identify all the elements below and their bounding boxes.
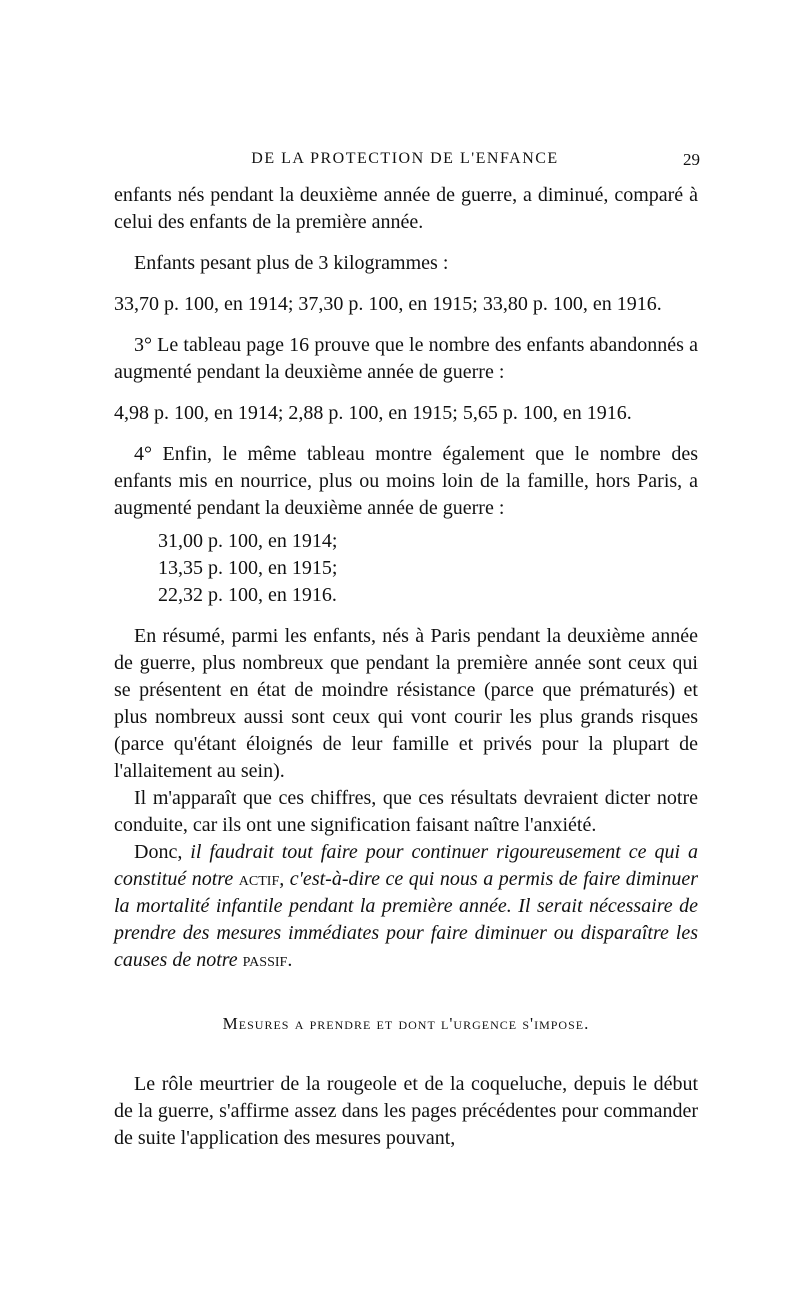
paragraph-nurse: 4° Enfin, le même tableau montre également que le nombre des enfants mis en nourrice, plus ou moins loin de la famille, hors Paris, a augmenté pendant la deuxième année de guerre : bbox=[114, 443, 698, 519]
paragraph-conclusion bbox=[114, 839, 698, 974]
conclusion-end: . bbox=[287, 949, 293, 971]
page-number: 29 bbox=[683, 150, 700, 169]
list-item: 22,32 p. 100, en 1916. bbox=[158, 584, 337, 606]
conclusion-passif: passif bbox=[242, 949, 288, 971]
paragraph-summary: En résumé, parmi les enfants, nés à Paris pendant la deuxième année de guerre, plus nombreux que pendant la première année sont ceux qui se présentent en état de moindre résistance (parce que prématurés) et plus nombreux aussi sont ceux qui vont courir les plus grands risques (parce qu'étant éloignés de leur famille et privés pour la plupart de l'allaitement au sein). bbox=[114, 625, 698, 782]
paragraph-continued: enfants nés pendant la deuxième année de guerre, a diminué, comparé à celui des enfants de la première année. bbox=[114, 184, 698, 233]
paragraph-measures: Le rôle meurtrier de la rougeole et de la coqueluche, depuis le début de la guerre, s'affirme assez dans les pages précédentes pour commander de suite l'application des mesures pouvant, bbox=[114, 1073, 698, 1149]
list-item: 13,35 p. 100, en 1915; bbox=[158, 557, 338, 579]
nurse-figures-list bbox=[158, 528, 698, 609]
list-item: 31,00 p. 100, en 1914; bbox=[158, 530, 338, 552]
section-heading: Mesures a prendre et dont l'urgence s'impose. bbox=[222, 1014, 590, 1033]
conclusion-italic-1: il faudrait tout faire pour continuer rigoureusement ce qui a constitué notre bbox=[114, 841, 698, 890]
paragraph-abandoned-figures: 4,98 p. 100, en 1914; 2,88 p. 100, en 1915; 5,65 p. 100, en 1916. bbox=[114, 402, 632, 424]
conclusion-lead: Donc, bbox=[134, 841, 191, 863]
running-title: DE LA PROTECTION DE L'ENFANCE bbox=[251, 150, 559, 167]
paragraph-abandoned: 3° Le tableau page 16 prouve que le nombre des enfants abandonnés a augmenté pendant la deuxième année de guerre : bbox=[114, 334, 698, 383]
paragraph-weight-label: Enfants pesant plus de 3 kilogrammes : bbox=[134, 252, 449, 274]
page-body bbox=[114, 182, 698, 1152]
paragraph-anxiety: Il m'apparaît que ces chiffres, que ces résultats devraient dicter notre conduite, car ils ont une signification faisant naître l'anxiété. bbox=[114, 787, 698, 836]
conclusion-italic-2: , c'est-à-dire ce qui nous a permis de faire diminuer la mortalité infantile pendant la première année. Il serait nécessaire de prendre des mesures immédiates pour faire diminuer ou disparaître les causes de notre bbox=[114, 868, 698, 971]
conclusion-actif: actif bbox=[238, 868, 280, 890]
paragraph-weight-figures: 33,70 p. 100, en 1914; 37,30 p. 100, en 1915; 33,80 p. 100, en 1916. bbox=[114, 293, 662, 315]
page-header bbox=[110, 150, 700, 174]
